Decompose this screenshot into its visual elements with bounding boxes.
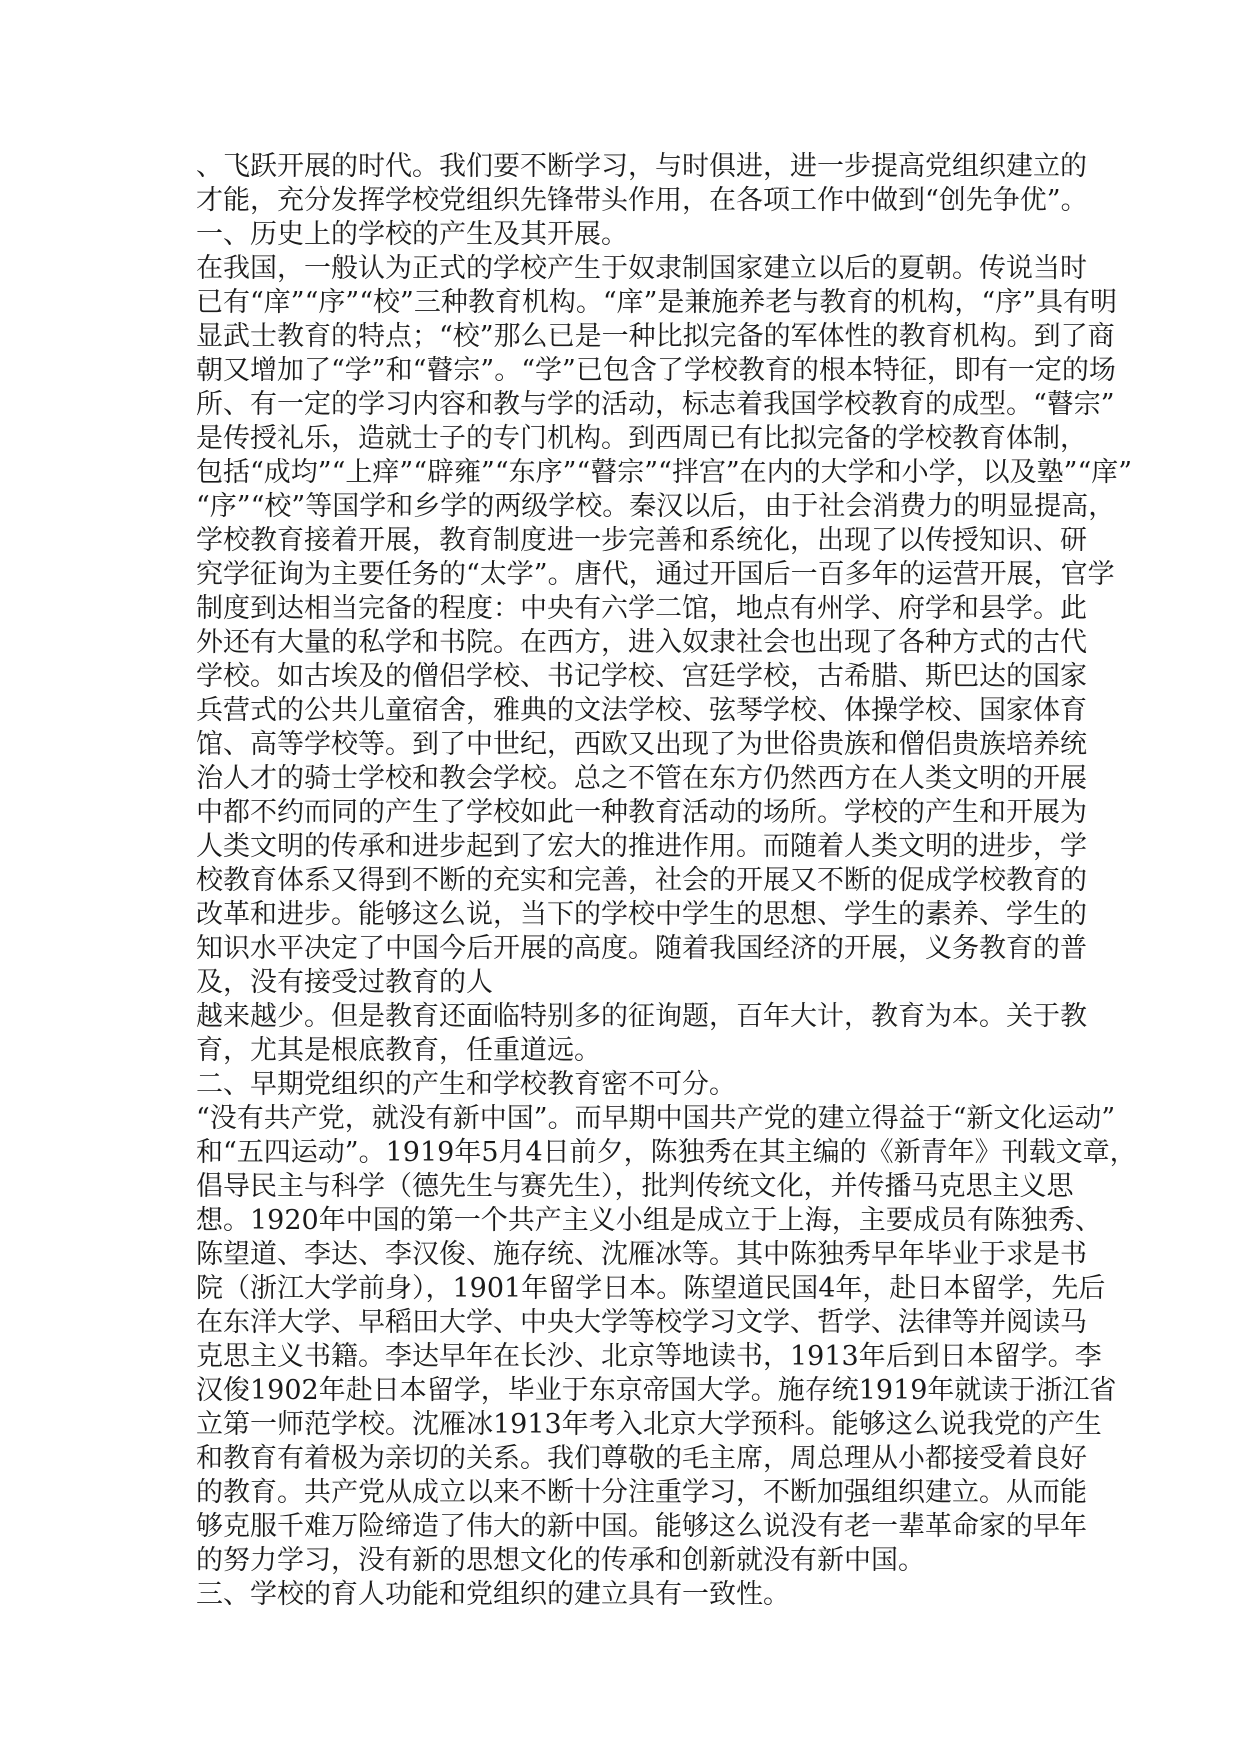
text-line: “序”“校”等国学和乡学的两级学校。秦汉以后，由于社会消费力的明显提高， [196, 491, 1116, 522]
text-line: 学校。如古埃及的僧侣学校、书记学校、宫廷学校，古希腊、斯巴达的国家 [196, 661, 1087, 692]
text-line: 育，尤其是根底教育，任重道远。 [196, 1035, 601, 1066]
text-line: 、飞跃开展的时代。我们要不断学习，与时俱进，进一步提高党组织建立的 [196, 151, 1087, 182]
text-line: 朝又增加了“学”和“瞽宗”。“学”已包含了学校教育的根本特征，即有一定的场 [196, 355, 1116, 386]
text-line: 想。1920年中国的第一个共产主义小组是成立于上海，主要成员有陈独秀、 [196, 1205, 1102, 1236]
text-line: 汉俊1902年赴日本留学，毕业于东京帝国大学。施存统1919年就读于浙江省 [196, 1375, 1117, 1406]
text-line: 一、历史上的学校的产生及其开展。 [196, 219, 628, 250]
text-line: 馆、高等学校等。到了中世纪，西欧又出现了为世俗贵族和僧侣贵族培养统 [196, 729, 1087, 760]
text-line: 和“五四运动”。1919年5月4日前夕，陈独秀在其主编的《新青年》刊载文章， [196, 1137, 1137, 1168]
text-line: “没有共产党，就没有新中国”。而早期中国共产党的建立得益于“新文化运动” [196, 1103, 1116, 1134]
text-line: 院（浙江大学前身），1901年留学日本。陈望道民国4年，赴日本留学，先后 [196, 1273, 1106, 1304]
text-line: 在东洋大学、早稻田大学、中央大学等校学习文学、哲学、法律等并阅读马 [196, 1307, 1087, 1338]
text-line: 兵营式的公共儿童宿舍，雅典的文法学校、弦琴学校、体操学校、国家体育 [196, 695, 1087, 726]
text-line: 校教育体系又得到不断的充实和完善，社会的开展又不断的促成学校教育的 [196, 865, 1087, 896]
text-line: 已有“庠”“序”“校”三种教育机构。“庠”是兼施养老与教育的机构，“序”具有明 [196, 287, 1118, 318]
text-line: 陈望道、李达、李汉俊、施存统、沈雁冰等。其中陈独秀早年毕业于求是书 [196, 1239, 1087, 1270]
text-line: 的教育。共产党从成立以来不断十分注重学习，不断加强组织建立。从而能 [196, 1477, 1087, 1508]
text-line: 治人才的骑士学校和教会学校。总之不管在东方仍然西方在人类文明的开展 [196, 763, 1087, 794]
text-line: 在我国，一般认为正式的学校产生于奴隶制国家建立以后的夏朝。传说当时 [196, 253, 1087, 284]
text-line: 究学征询为主要任务的“太学”。唐代，通过开国后一百多年的运营开展，官学 [196, 559, 1115, 590]
text-line: 外还有大量的私学和书院。在西方，进入奴隶社会也出现了各种方式的古代 [196, 627, 1087, 658]
text-line: 够克服千难万险缔造了伟大的新中国。能够这么说没有老一辈革命家的早年 [196, 1511, 1087, 1542]
text-line: 制度到达相当完备的程度：中央有六学二馆，地点有州学、府学和县学。此 [196, 593, 1087, 624]
text-line: 才能，充分发挥学校党组织先锋带头作用，在各项工作中做到“创先争优”。 [196, 185, 1088, 216]
text-line: 知识水平决定了中国今后开展的高度。随着我国经济的开展，义务教育的普 [196, 933, 1087, 964]
document-body [196, 150, 1137, 1612]
text-line: 包括“成均”“上痒”“辟雍”“东序”“瞽宗”“拌宫”在内的大学和小学，以及塾”“庠” [196, 457, 1133, 488]
text-line: 中都不约而同的产生了学校如此一种教育活动的场所。学校的产生和开展为 [196, 797, 1087, 828]
text-line: 立第一师范学校。沈雁冰1913年考入北京大学预科。能够这么说我党的产生 [196, 1409, 1102, 1440]
text-line: 和教育有着极为亲切的关系。我们尊敬的毛主席，周总理从小都接受着良好 [196, 1443, 1087, 1474]
text-line: 改革和进步。能够这么说，当下的学校中学生的思想、学生的素养、学生的 [196, 899, 1087, 930]
text-line: 学校教育接着开展，教育制度进一步完善和系统化，出现了以传授知识、研 [196, 525, 1087, 556]
text-line: 越来越少。但是教育还面临特别多的征询题，百年大计，教育为本。关于教 [196, 1001, 1087, 1032]
text-line: 二、早期党组织的产生和学校教育密不可分。 [196, 1069, 736, 1100]
text-line: 显武士教育的特点；“校”那么已是一种比拟完备的军体性的教育机构。到了商 [196, 321, 1115, 352]
text-line: 克思主义书籍。李达早年在长沙、北京等地读书，1913年后到日本留学。李 [196, 1341, 1102, 1372]
text-line: 人类文明的传承和进步起到了宏大的推进作用。而随着人类文明的进步，学 [196, 831, 1087, 862]
text-line: 倡导民主与科学（德先生与赛先生），批判传统文化，并传播马克思主义思 [196, 1171, 1074, 1202]
text-line: 的努力学习，没有新的思想文化的传承和创新就没有新中国。 [196, 1545, 925, 1576]
text-line: 三、学校的育人功能和党组织的建立具有一致性。 [196, 1579, 790, 1610]
text-line: 及，没有接受过教育的人 [196, 967, 493, 998]
text-line: 所、有一定的学习内容和教与学的活动，标志着我国学校教育的成型。“瞽宗” [196, 389, 1115, 420]
text-line: 是传授礼乐，造就士子的专门机构。到西周已有比拟完备的学校教育体制， [196, 423, 1087, 454]
